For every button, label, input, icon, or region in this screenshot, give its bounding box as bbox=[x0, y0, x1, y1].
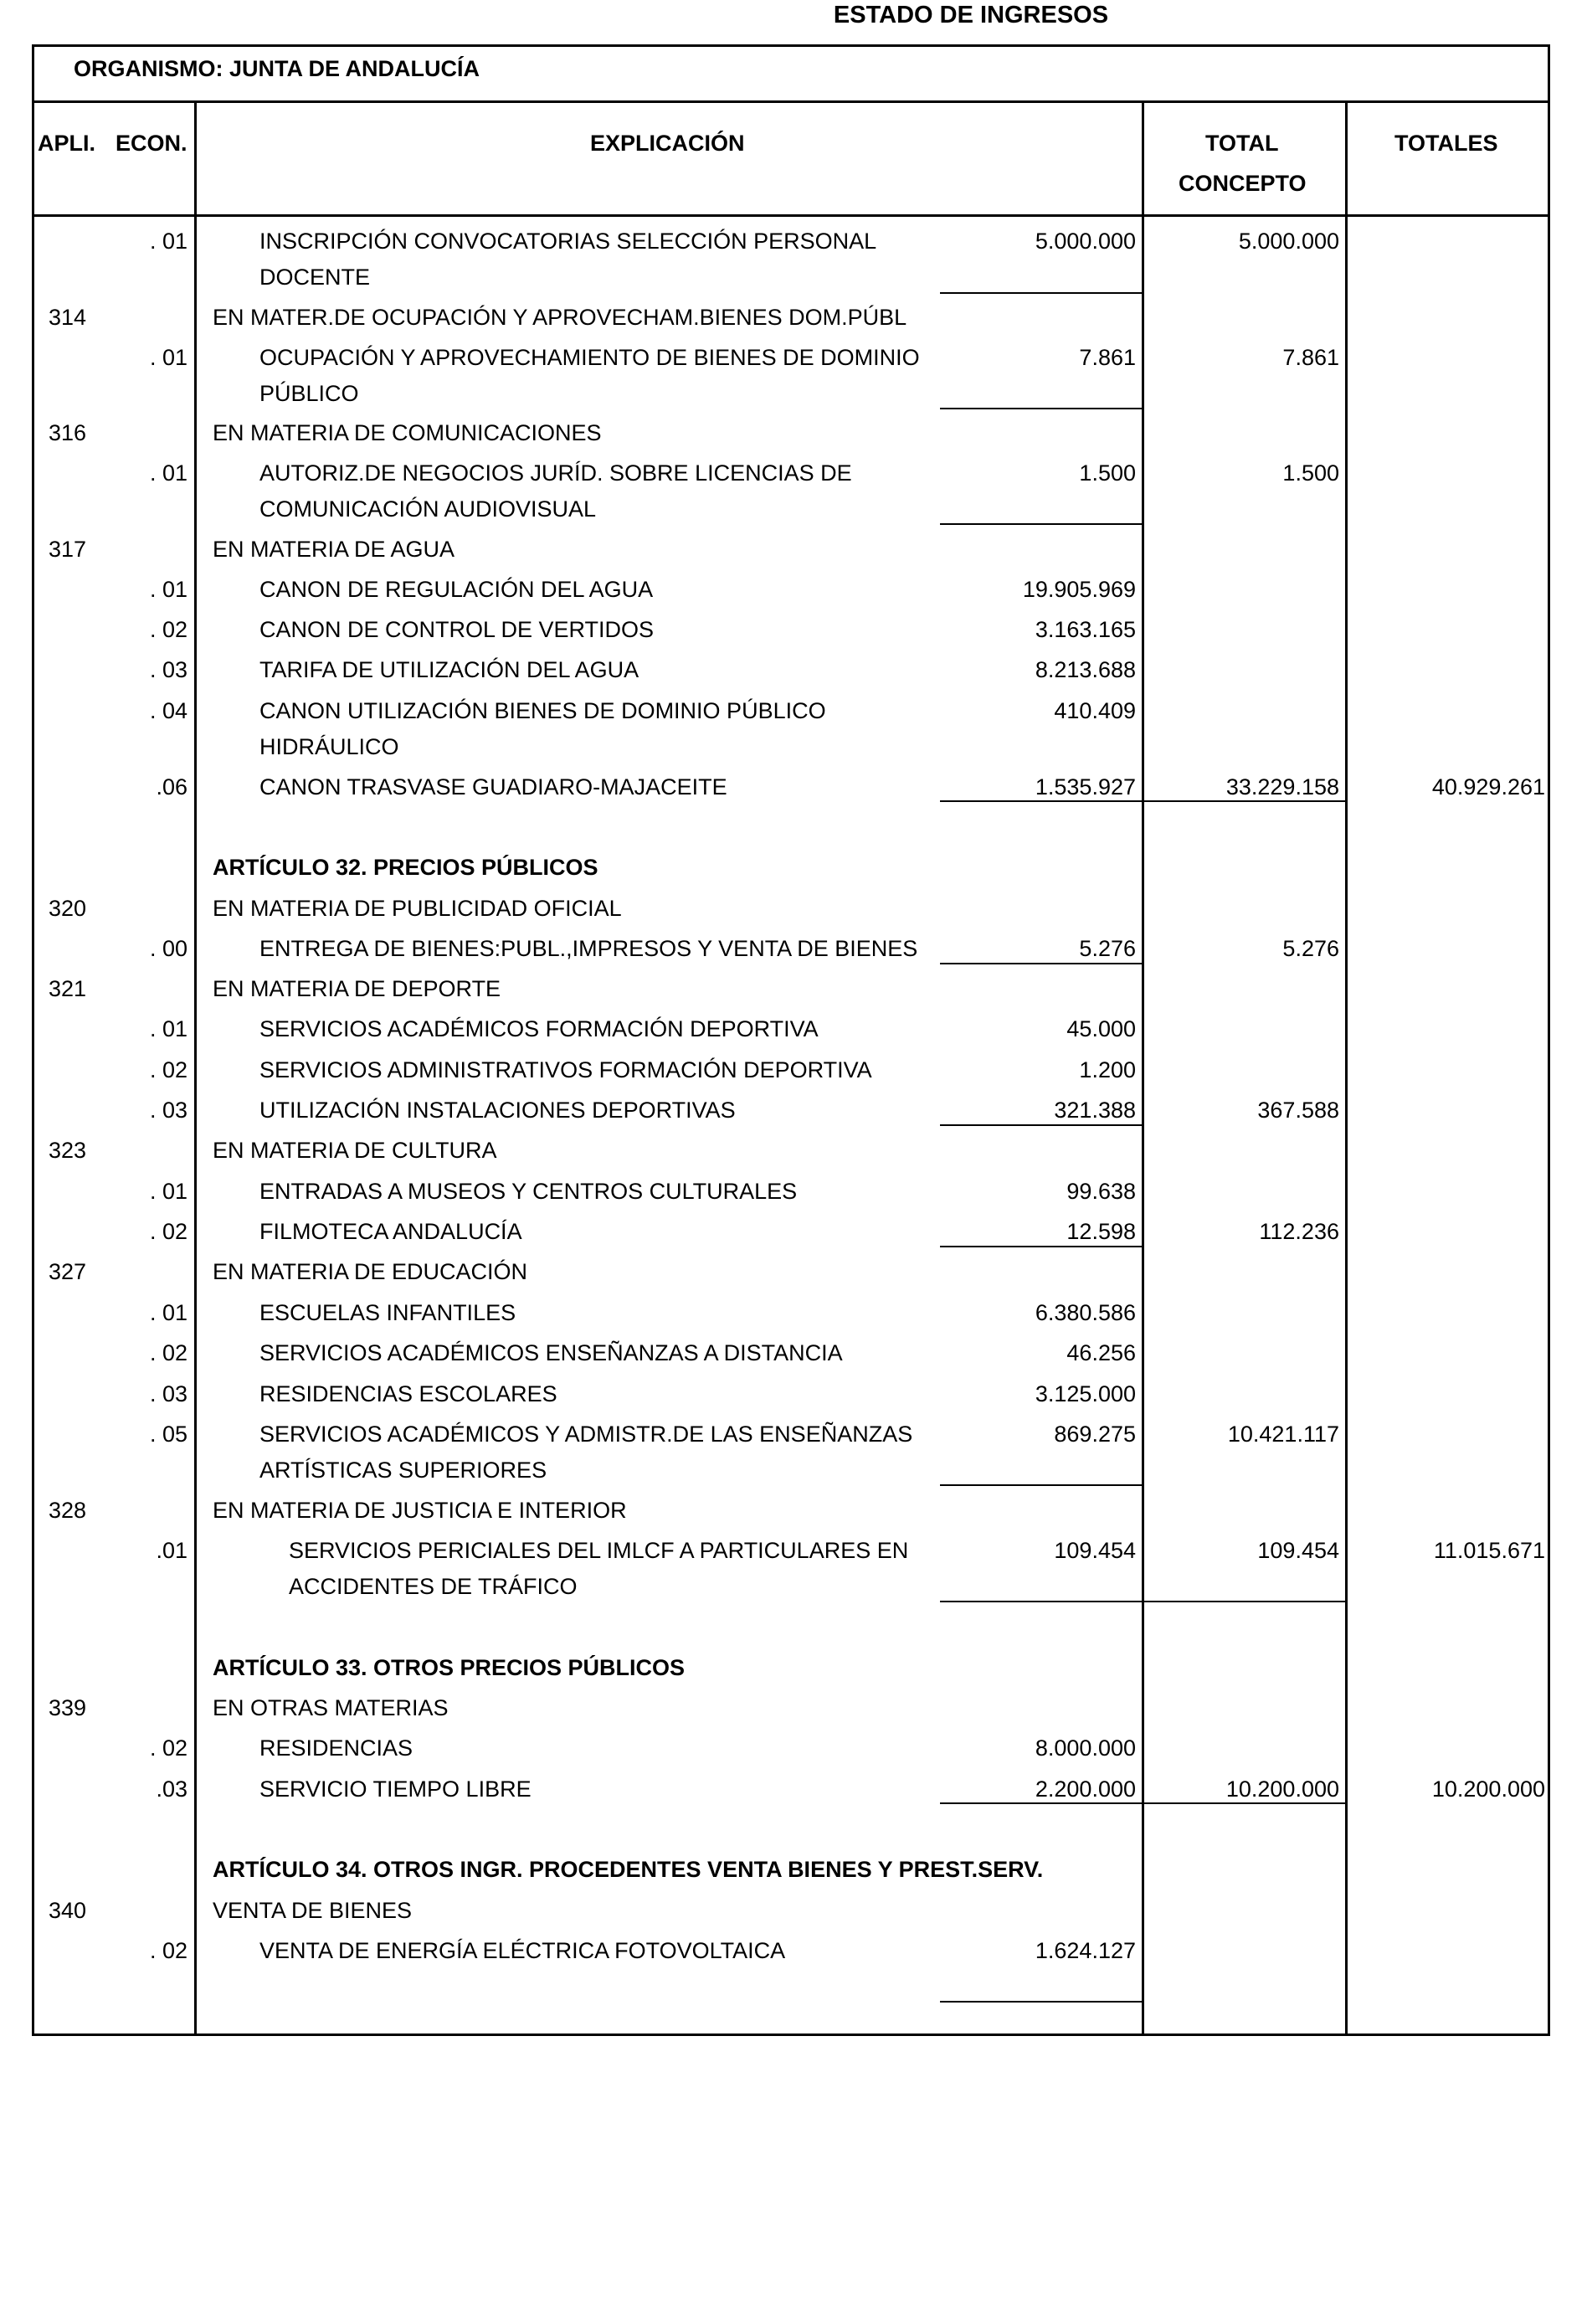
line-amount: 3.125.000 bbox=[1035, 1381, 1136, 1406]
line-description: ARTÍSTICAS SUPERIORES bbox=[259, 1458, 547, 1483]
line-amount: 5.000.000 bbox=[1035, 229, 1136, 254]
line-description: EN MATER.DE OCUPACIÓN Y APROVECHAM.BIENES DOM.PÚBL bbox=[213, 305, 907, 330]
line-amount: 1.624.127 bbox=[1035, 1938, 1136, 1963]
line-amount: 99.638 bbox=[1066, 1179, 1136, 1204]
line-amount: 1.500 bbox=[1079, 460, 1136, 486]
concepto-total: 10.200.000 bbox=[1225, 1776, 1339, 1802]
subtotal-underline bbox=[940, 1246, 1144, 1247]
line-amount: 7.861 bbox=[1079, 345, 1136, 370]
econ-code: . 01 bbox=[149, 229, 187, 254]
concepto-total: 5.276 bbox=[1282, 936, 1339, 961]
line-description: EN MATERIA DE PUBLICIDAD OFICIAL bbox=[213, 896, 622, 921]
econ-code: . 04 bbox=[149, 698, 187, 723]
line-amount: 6.380.586 bbox=[1035, 1300, 1136, 1325]
header-econ: ECON. bbox=[116, 131, 187, 156]
line-description: CANON DE CONTROL DE VERTIDOS bbox=[259, 617, 655, 642]
article-heading: ARTÍCULO 33. OTROS PRECIOS PÚBLICOS bbox=[213, 1655, 686, 1680]
line-description: CANON DE REGULACIÓN DEL AGUA bbox=[259, 577, 654, 602]
header-top-divider bbox=[32, 100, 1550, 103]
line-amount: 5.276 bbox=[1079, 936, 1136, 961]
apli-code: 314 bbox=[49, 305, 87, 330]
line-amount: 3.163.165 bbox=[1035, 617, 1136, 642]
line-description: EN MATERIA DE JUSTICIA E INTERIOR bbox=[213, 1498, 627, 1523]
econ-code: . 02 bbox=[149, 1938, 187, 1963]
line-amount: 1.200 bbox=[1079, 1057, 1136, 1082]
econ-code: . 02 bbox=[149, 617, 187, 642]
apli-code: 327 bbox=[49, 1259, 87, 1284]
line-description: SERVICIOS ACADÉMICOS ENSEÑANZAS A DISTANCIA bbox=[259, 1340, 843, 1365]
concepto-total: 1.500 bbox=[1282, 460, 1339, 486]
header-apli: APLI. bbox=[38, 131, 96, 156]
header-totales: TOTALES bbox=[1394, 131, 1498, 156]
header-bottom-divider bbox=[32, 214, 1550, 217]
econ-code: . 02 bbox=[149, 1219, 187, 1244]
line-amount: 45.000 bbox=[1066, 1016, 1136, 1041]
line-amount: 321.388 bbox=[1054, 1098, 1136, 1123]
apli-code: 323 bbox=[49, 1138, 87, 1163]
econ-code: .03 bbox=[156, 1776, 187, 1802]
apli-code: 328 bbox=[49, 1498, 87, 1523]
line-description: SERVICIOS ACADÉMICOS FORMACIÓN DEPORTIVA bbox=[259, 1016, 819, 1041]
line-description: FILMOTECA ANDALUCÍA bbox=[259, 1219, 522, 1244]
apli-code: 321 bbox=[49, 976, 87, 1001]
subtotal-underline bbox=[940, 1484, 1144, 1486]
apli-code: 316 bbox=[49, 420, 87, 445]
econ-code: . 03 bbox=[149, 1381, 187, 1406]
article-total: 11.015.671 bbox=[1433, 1538, 1545, 1563]
apli-code: 320 bbox=[49, 896, 87, 921]
subtotal-underline bbox=[940, 292, 1144, 294]
column-divider-amount bbox=[1142, 100, 1144, 2036]
concepto-total: 10.421.117 bbox=[1227, 1422, 1339, 1447]
econ-code: . 01 bbox=[149, 345, 187, 370]
apli-code: 317 bbox=[49, 537, 87, 562]
line-description: COMUNICACIÓN AUDIOVISUAL bbox=[259, 496, 597, 522]
line-description: CANON TRASVASE GUADIARO-MAJACEITE bbox=[259, 774, 727, 800]
line-description: DOCENTE bbox=[259, 265, 371, 290]
subtotal-underline bbox=[940, 523, 1144, 525]
line-description: AUTORIZ.DE NEGOCIOS JURÍD. SOBRE LICENCIAS DE bbox=[259, 460, 852, 486]
concepto-total: 33.229.158 bbox=[1225, 774, 1339, 800]
line-description: SERVICIO TIEMPO LIBRE bbox=[259, 1776, 532, 1802]
line-description: EN MATERIA DE CULTURA bbox=[213, 1138, 497, 1163]
subtotal-underline bbox=[940, 963, 1144, 964]
econ-code: . 01 bbox=[149, 460, 187, 486]
line-amount: 46.256 bbox=[1066, 1340, 1136, 1365]
header-explicacion: EXPLICACIÓN bbox=[590, 131, 745, 156]
line-amount: 1.535.927 bbox=[1035, 774, 1136, 800]
subtotal-underline bbox=[940, 1802, 1348, 1804]
line-amount: 2.200.000 bbox=[1035, 1776, 1136, 1802]
line-description: CANON UTILIZACIÓN BIENES DE DOMINIO PÚBLICO bbox=[259, 698, 826, 723]
line-description: EN MATERIA DE DEPORTE bbox=[213, 976, 501, 1001]
line-amount: 8.000.000 bbox=[1035, 1735, 1136, 1761]
column-divider-code bbox=[194, 100, 197, 2036]
econ-code: . 01 bbox=[149, 577, 187, 602]
econ-code: . 05 bbox=[149, 1422, 187, 1447]
header-total: TOTAL bbox=[1205, 131, 1279, 156]
page-title: ESTADO DE INGRESOS bbox=[833, 2, 1109, 28]
line-description: OCUPACIÓN Y APROVECHAMIENTO DE BIENES DE DOMINIO bbox=[259, 345, 920, 370]
column-divider-concepto bbox=[1345, 100, 1348, 2036]
line-description: ENTREGA DE BIENES:PUBL.,IMPRESOS Y VENTA DE BIENES bbox=[259, 936, 918, 961]
line-description: PÚBLICO bbox=[259, 381, 359, 406]
concepto-total: 5.000.000 bbox=[1238, 229, 1339, 254]
line-description: UTILIZACIÓN INSTALACIONES DEPORTIVAS bbox=[259, 1098, 736, 1123]
article-heading: ARTÍCULO 32. PRECIOS PÚBLICOS bbox=[213, 855, 598, 880]
apli-code: 339 bbox=[49, 1695, 87, 1720]
line-amount: 8.213.688 bbox=[1035, 657, 1136, 682]
line-description: EN MATERIA DE COMUNICACIONES bbox=[213, 420, 602, 445]
line-amount: 12.598 bbox=[1066, 1219, 1136, 1244]
line-description: SERVICIOS ADMINISTRATIVOS FORMACIÓN DEPORTIVA bbox=[259, 1057, 872, 1082]
article-total: 40.929.261 bbox=[1431, 774, 1545, 800]
subtotal-underline bbox=[940, 1124, 1144, 1126]
econ-code: . 03 bbox=[149, 1098, 187, 1123]
econ-code: .06 bbox=[156, 774, 187, 800]
line-description: SERVICIOS ACADÉMICOS Y ADMISTR.DE LAS ENSEÑANZAS bbox=[259, 1422, 913, 1447]
apli-code: 340 bbox=[49, 1898, 87, 1923]
line-amount: 869.275 bbox=[1054, 1422, 1136, 1447]
econ-code: . 02 bbox=[149, 1340, 187, 1365]
line-description: EN MATERIA DE AGUA bbox=[213, 537, 455, 562]
subtotal-underline bbox=[940, 408, 1144, 409]
header-concepto: CONCEPTO bbox=[1179, 171, 1307, 196]
line-description: VENTA DE BIENES bbox=[213, 1898, 413, 1923]
line-description: ENTRADAS A MUSEOS Y CENTROS CULTURALES bbox=[259, 1179, 798, 1204]
econ-code: . 01 bbox=[149, 1179, 187, 1204]
line-description: SERVICIOS PERICIALES DEL IMLCF A PARTICULARES EN bbox=[289, 1538, 909, 1563]
line-description: EN OTRAS MATERIAS bbox=[213, 1695, 449, 1720]
article-total: 10.200.000 bbox=[1431, 1776, 1545, 1802]
line-description: RESIDENCIAS ESCOLARES bbox=[259, 1381, 557, 1406]
line-description: HIDRÁULICO bbox=[259, 734, 399, 759]
concepto-total: 7.861 bbox=[1282, 345, 1339, 370]
line-description: ESCUELAS INFANTILES bbox=[259, 1300, 516, 1325]
econ-code: .01 bbox=[156, 1538, 187, 1563]
econ-code: . 01 bbox=[149, 1300, 187, 1325]
organismo-label: ORGANISMO: JUNTA DE ANDALUCÍA bbox=[74, 56, 480, 81]
econ-code: . 02 bbox=[149, 1735, 187, 1761]
line-description: VENTA DE ENERGÍA ELÉCTRICA FOTOVOLTAICA bbox=[259, 1938, 786, 1963]
line-amount: 410.409 bbox=[1054, 698, 1136, 723]
line-amount: 19.905.969 bbox=[1022, 577, 1136, 602]
subtotal-underline bbox=[940, 1601, 1348, 1602]
concepto-total: 112.236 bbox=[1259, 1219, 1339, 1244]
article-heading: ARTÍCULO 34. OTROS INGR. PROCEDENTES VENTA BIENES Y PREST.SERV. bbox=[213, 1857, 1044, 1882]
line-description: TARIFA DE UTILIZACIÓN DEL AGUA bbox=[259, 657, 639, 682]
line-description: EN MATERIA DE EDUCACIÓN bbox=[213, 1259, 528, 1284]
concepto-total: 367.588 bbox=[1257, 1098, 1339, 1123]
line-description: INSCRIPCIÓN CONVOCATORIAS SELECCIÓN PERSONAL bbox=[259, 229, 877, 254]
line-description: ACCIDENTES DE TRÁFICO bbox=[289, 1574, 578, 1599]
concepto-total: 109.454 bbox=[1257, 1538, 1339, 1563]
line-description: RESIDENCIAS bbox=[259, 1735, 413, 1761]
econ-code: . 01 bbox=[149, 1016, 187, 1041]
subtotal-underline bbox=[940, 2001, 1144, 2003]
subtotal-underline bbox=[940, 800, 1348, 802]
econ-code: . 03 bbox=[149, 657, 187, 682]
econ-code: . 02 bbox=[149, 1057, 187, 1082]
econ-code: . 00 bbox=[149, 936, 187, 961]
line-amount: 109.454 bbox=[1054, 1538, 1136, 1563]
